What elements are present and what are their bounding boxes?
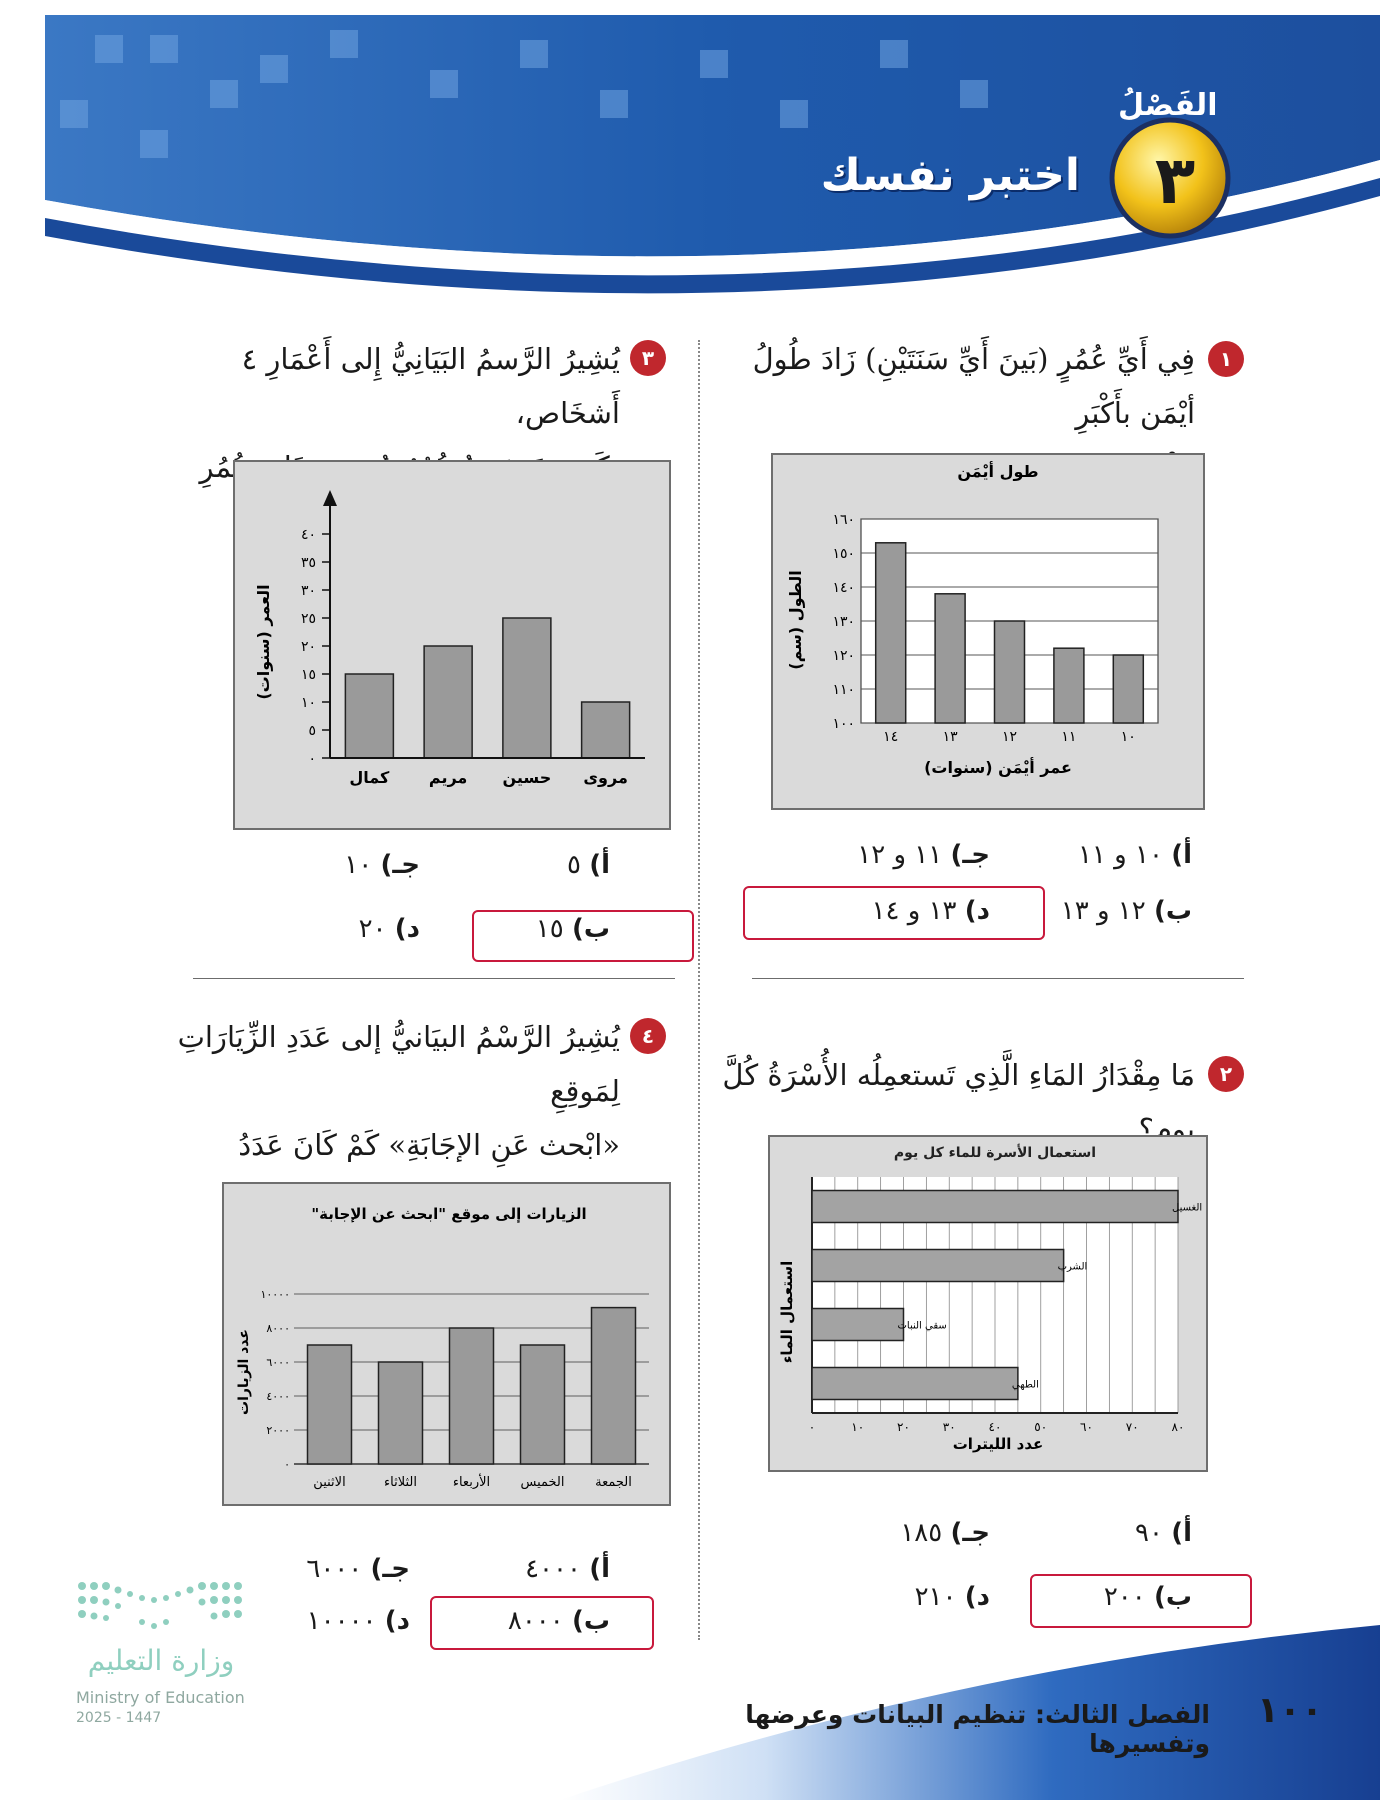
chart-1-x-tick: ١٤ — [883, 729, 899, 745]
q4-choice-c[interactable] — [220, 1554, 410, 1584]
page-number: ١٠٠ — [1257, 1690, 1323, 1731]
question-1-line-2: مِقْدَارٍ؟ — [1112, 450, 1195, 484]
q1-choice-c[interactable] — [790, 840, 990, 870]
footer-title: تنظيم البيانات وعرضها وتفسيرها — [745, 1700, 1210, 1758]
chart-1-bar — [935, 594, 965, 723]
chart-1-x-tick: ١٠ — [1120, 729, 1136, 745]
chart-2-x-tick: ٨٠ — [1171, 1420, 1185, 1434]
q3-choice-c[interactable] — [230, 850, 420, 880]
chart-3-bar — [582, 702, 630, 758]
chart-3-ylabel: العمر (سنوات) — [254, 584, 273, 700]
chart-2-bar — [812, 1250, 1064, 1282]
chart-ages — [233, 460, 671, 830]
q2-choice-c-letter: جـ) — [950, 1518, 990, 1548]
chart-4-y-tick: ١٠٠٠٠ — [260, 1288, 290, 1301]
q4-choice-a[interactable] — [440, 1554, 610, 1584]
q1-choice-d[interactable] — [790, 896, 990, 926]
chart-2-bar — [812, 1309, 904, 1341]
chart-2-x-tick: ٤٠ — [988, 1420, 1002, 1434]
chart-1-y-tick: ١٠٠ — [832, 716, 855, 732]
chart-4-x-tick: الثلاثاء — [384, 1475, 417, 1490]
chart-2-title: استعمال الأسرة للماء كل يوم — [893, 1145, 1097, 1161]
chart-2-x-tick: ٦٠ — [1080, 1420, 1093, 1434]
chart-3-y-tick: ٥ — [308, 723, 316, 739]
q3-choice-b-letter: ب) — [571, 914, 610, 944]
page-title: اختبر نفسك — [820, 150, 1080, 201]
chart-4-y-tick: ٠ — [284, 1458, 290, 1471]
chart-site-visits — [222, 1182, 671, 1506]
q4-choice-b-value: ٨٠٠٠ — [507, 1606, 564, 1636]
ministry-logo-mark — [76, 1578, 246, 1640]
q1-choice-b[interactable] — [1052, 896, 1192, 926]
chapter-number: ٣ — [1154, 142, 1196, 219]
chart-4-bar — [521, 1345, 565, 1464]
q4-choice-d[interactable] — [220, 1606, 410, 1636]
question-2-line-1: مَا مِقْدَارُ المَاءِ الَّذِي تَستعمِلُه الأُسْرَةُ كُلَّ يوم؟ — [722, 1058, 1195, 1146]
chart-3-y-tick: ٣٠ — [300, 583, 316, 599]
chart-3-x-tick: حسين — [502, 768, 552, 787]
chart-3-bar — [424, 646, 472, 758]
question-1-number: ١ — [1208, 341, 1244, 377]
chart-4-x-tick: الجمعة — [595, 1475, 632, 1490]
q2-choice-c[interactable] — [790, 1518, 990, 1548]
question-3-line-1: يُشِيرُ الرَّسمُ البَيَانِيُّ إِلى أَعْمَارِ ٤ أَشخَاص، — [241, 342, 620, 430]
q2-choice-b[interactable] — [1052, 1582, 1192, 1612]
q4-choice-a-letter: أ) — [589, 1554, 610, 1584]
q2-choice-d-letter: د) — [964, 1582, 990, 1612]
q3-choice-c-letter: جـ) — [380, 850, 420, 880]
question-1-line-1: فِي أَيِّ عُمُرٍ (بَينَ أَيِّ سَنَتَيْنِ) زَادَ طُولُ أيْمَن بأَكْبَرِ — [752, 342, 1195, 430]
question-4-line-2: «ابْحث عَنِ الإجَابَةِ» كَمْ كَانَ عَدَدُ الزِّيَارَاتِ — [238, 1128, 620, 1216]
chart-1-x-tick: ١٢ — [1001, 729, 1018, 745]
q1-choice-d-letter: د) — [964, 896, 990, 926]
question-4-line-3: يَوْمَ الأَرْبعَاءِ؟ — [471, 1236, 620, 1270]
q3-choice-b-value: ١٥ — [535, 914, 564, 944]
q3-choice-d-value: ٢٠ — [358, 914, 387, 944]
chart-1-title: طول أيْمَن — [957, 462, 1039, 481]
q2-choice-c-value: ١٨٥ — [900, 1518, 943, 1548]
chart-3-y-tick: ١٥ — [300, 667, 316, 683]
ministry-name-en: Ministry of Education — [76, 1688, 245, 1707]
chart-2-bar — [812, 1191, 1178, 1223]
q2-choice-d-value: ٢١٠ — [914, 1582, 957, 1612]
q2-choice-a[interactable] — [1052, 1518, 1192, 1548]
q4-choice-b-letter: ب) — [571, 1606, 610, 1636]
chart-4-title: الزيارات إلى موقع "ابحث عن الإجابة" — [311, 1205, 587, 1223]
question-4-line-1: يُشِيرُ الرَّسْمُ البيَانيُّ إلى عَدَدِ الزِّيَارَاتِ لِمَوقِعِ — [177, 1020, 620, 1108]
q2-choice-b-letter: ب) — [1153, 1582, 1192, 1612]
chart-4-y-tick: ٤٠٠٠ — [266, 1390, 290, 1403]
chart-1-ylabel: الطول (سم) — [786, 570, 805, 670]
q4-choice-c-value: ٦٠٠٠ — [306, 1554, 363, 1584]
footer-chapter-title — [690, 1700, 1210, 1758]
q1-choice-c-letter: جـ) — [950, 840, 990, 870]
chart-3-bar — [503, 618, 551, 758]
chart-4-x-tick: الخميس — [520, 1475, 565, 1490]
chart-1-y-tick: ١٤٠ — [832, 580, 855, 596]
chart-1-y-tick: ١٢٠ — [832, 648, 855, 664]
chart-4-x-tick: الاثنين — [313, 1475, 346, 1490]
chart-3-y-tick: ٠ — [308, 751, 316, 767]
chart-2-ylabel: استعمال الماء — [778, 1260, 796, 1364]
chart-4-ylabel: عدد الزيارات — [236, 1329, 252, 1415]
q3-choice-a-value: ٥ — [566, 850, 581, 880]
q1-choice-c-value: ١١ و ١٢ — [857, 840, 943, 870]
column-divider — [698, 340, 700, 1640]
q2-choice-a-value: ٩٠ — [1135, 1518, 1163, 1548]
chart-1-y-tick: ١٦٠ — [832, 512, 855, 528]
chart-1-xlabel: عمر أيْمَن (سنوات) — [924, 758, 1072, 777]
chart-water-usage — [768, 1135, 1208, 1472]
chart-4-y-tick: ٦٠٠٠ — [266, 1356, 290, 1369]
chart-2-x-tick: ٢٠ — [897, 1420, 910, 1434]
chart-4-y-tick: ٢٠٠٠ — [266, 1424, 290, 1437]
chart-2-bar-label: الغسيل — [1172, 1202, 1203, 1214]
chart-2-xlabel: عدد الليترات — [952, 1435, 1044, 1453]
chart-3-y-tick: ٢٠ — [300, 639, 316, 655]
chart-1-y-tick: ١١٠ — [832, 682, 855, 698]
chart-1-y-tick: ١٣٠ — [832, 614, 855, 630]
chart-4-bar — [308, 1345, 352, 1464]
q1-choice-a[interactable] — [1052, 840, 1192, 870]
ministry-name-ar: وزارة التعليم — [87, 1644, 235, 1677]
chart-2-bar — [812, 1368, 1018, 1400]
chart-1-x-tick: ١٣ — [942, 729, 958, 745]
chart-4-y-tick: ٨٠٠٠ — [266, 1322, 290, 1335]
chart-2-bar-label: الشرب — [1057, 1261, 1088, 1273]
q4-choice-d-value: ١٠٠٠٠ — [306, 1606, 377, 1636]
chapter-label: الفَصْلُ — [1118, 88, 1218, 123]
q3-choice-b[interactable] — [470, 914, 610, 944]
ministry-year: 2025 - 1447 — [76, 1710, 162, 1726]
q2-choice-a-letter: أ) — [1171, 1518, 1192, 1548]
q1-choice-b-value: ١٢ و ١٣ — [1060, 896, 1146, 926]
q1-choice-b-letter: ب) — [1153, 896, 1192, 926]
q4-choice-c-letter: جـ) — [370, 1554, 410, 1584]
question-3-line-2: بِكَم سَنَةٍ يَزِيدُ عُمُرُ حُسَينٍ عَلى عُمُرِ مَرْوَى؟ — [199, 450, 620, 538]
q1-choice-d-value: ١٣ و ١٤ — [871, 896, 957, 926]
chart-3-y-tick: ٤٠ — [300, 527, 316, 543]
chart-4-bar — [379, 1362, 423, 1464]
q2-choice-d[interactable] — [790, 1582, 990, 1612]
footer-chapter: الفصل الثالث: — [1035, 1700, 1210, 1729]
chart-2-x-tick: ٥٠ — [1034, 1420, 1048, 1434]
chart-2-x-tick: ٣٠ — [942, 1420, 956, 1434]
chart-2-x-tick: ٠ — [808, 1420, 816, 1434]
chart-3-x-tick: مريم — [428, 768, 468, 787]
question-3-number: ٣ — [630, 340, 666, 376]
chart-1-x-tick: ١١ — [1061, 729, 1077, 745]
chart-4-bar — [450, 1328, 494, 1464]
q3-choice-a-letter: أ) — [589, 850, 610, 880]
chart-4-bar — [592, 1308, 636, 1464]
question-4-number: ٤ — [630, 1018, 666, 1054]
q3-choice-d[interactable] — [230, 914, 420, 944]
chart-3-bar — [345, 674, 393, 758]
chart-3-x-tick: كمال — [349, 768, 390, 787]
chart-2-bar-label: الطهي — [1011, 1379, 1039, 1391]
chart-4-x-tick: الأربعاء — [452, 1475, 491, 1490]
row-divider-left — [193, 978, 675, 979]
question-2-number: ٢ — [1208, 1056, 1244, 1092]
q4-choice-d-letter: د) — [384, 1606, 410, 1636]
chart-3-axis-arrow — [323, 490, 337, 506]
q1-choice-a-value: ١٠ و ١١ — [1077, 840, 1163, 870]
chart-3-y-tick: ١٠ — [300, 695, 316, 711]
chart-3-y-tick: ٢٥ — [300, 611, 316, 627]
q3-choice-d-letter: د) — [394, 914, 420, 944]
q3-choice-a[interactable] — [470, 850, 610, 880]
chart-1-y-tick: ١٥٠ — [832, 546, 855, 562]
q1-choice-a-letter: أ) — [1171, 840, 1192, 870]
q3-choice-c-value: ١٠ — [344, 850, 373, 880]
chart-2-bar-label: سقي النبات — [897, 1320, 947, 1332]
chart-2-x-tick: ١٠ — [851, 1420, 865, 1434]
chart-ayman-height — [771, 453, 1205, 810]
q2-choice-b-value: ٢٠٠ — [1103, 1582, 1146, 1612]
chart-1-bar — [876, 543, 906, 723]
chart-3-y-tick: ٣٥ — [300, 555, 316, 571]
q4-choice-a-value: ٤٠٠٠ — [525, 1554, 581, 1584]
chart-2-x-tick: ٧٠ — [1125, 1420, 1139, 1434]
chart-1-bar — [995, 621, 1025, 723]
chart-1-bar — [1113, 655, 1143, 723]
chart-3-x-tick: مروى — [583, 768, 628, 787]
chart-1-bar — [1054, 648, 1084, 723]
row-divider-right — [752, 978, 1244, 979]
